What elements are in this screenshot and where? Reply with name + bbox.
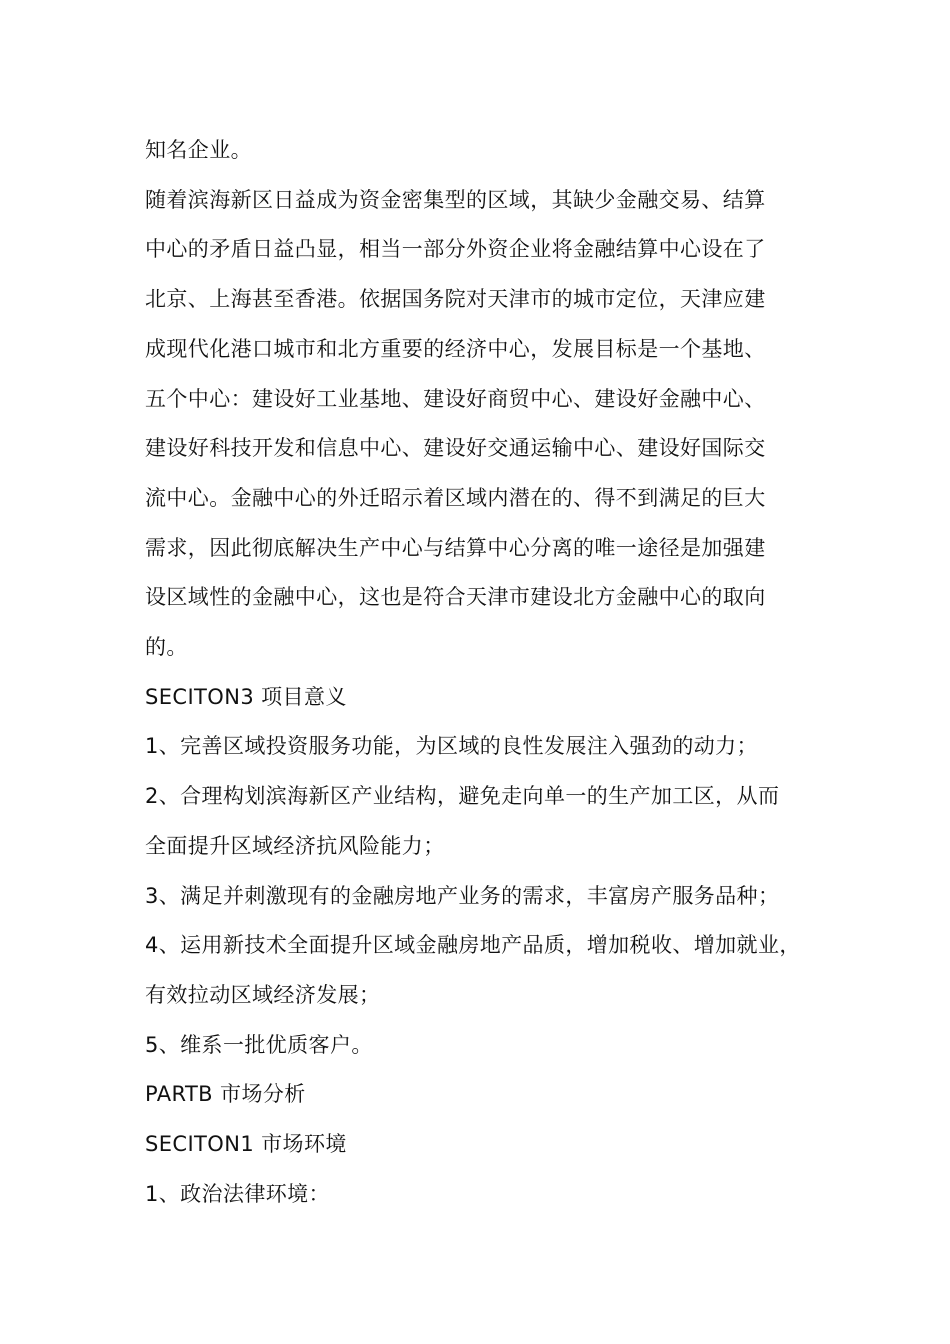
text-line: 的。	[145, 635, 188, 660]
text-line: 中心的矛盾日益凸显，相当一部分外资企业将金融结算中心设在了	[145, 237, 766, 262]
section-heading: SECITON1 市场环境	[145, 1132, 347, 1157]
text-line: 北京、上海甚至香港。依据国务院对天津市的城市定位，天津应建	[145, 287, 766, 312]
text-line: 设区域性的金融中心，这也是符合天津市建设北方金融中心的取向	[145, 585, 766, 610]
text-line: 知名企业。	[145, 138, 252, 162]
text-line: 五个中心：建设好工业基地、建设好商贸中心、建设好金融中心、	[145, 386, 766, 411]
text-line: 需求，因此彻底解决生产中心与结算中心分离的唯一途径是加强建	[145, 535, 766, 560]
part-heading: PARTB 市场分析	[145, 1082, 306, 1107]
list-item: 3、满足并刺激现有的金融房地产业务的需求，丰富房产服务品种；	[145, 883, 780, 908]
document-body	[145, 126, 835, 1219]
list-item: 1、完善区域投资服务功能，为区域的良性发展注入强劲的动力；	[145, 734, 758, 759]
list-item: 1、政治法律环境：	[145, 1181, 330, 1206]
section-heading: SECITON3 项目意义	[145, 684, 347, 709]
list-item-continuation: 全面提升区域经济抗风险能力；	[145, 833, 445, 858]
text-line: 建设好科技开发和信息中心、建设好交通运输中心、建设好国际交	[145, 436, 766, 461]
list-item-continuation: 有效拉动区域经济发展；	[145, 982, 381, 1007]
list-item: 2、合理构划滨海新区产业结构，避免走向单一的生产加工区，从而	[145, 784, 780, 809]
list-item: 4、运用新技术全面提升区域金融房地产品质，增加税收、增加就业，	[145, 933, 801, 958]
text-line: 流中心。金融中心的外迁昭示着区域内潜在的、得不到满足的巨大	[145, 485, 766, 510]
list-item: 5、维系一批优质客户。	[145, 1032, 373, 1057]
text-line: 随着滨海新区日益成为资金密集型的区域，其缺少金融交易、结算	[145, 187, 766, 212]
text-line: 成现代化港口城市和北方重要的经济中心，发展目标是一个基地、	[145, 336, 766, 361]
